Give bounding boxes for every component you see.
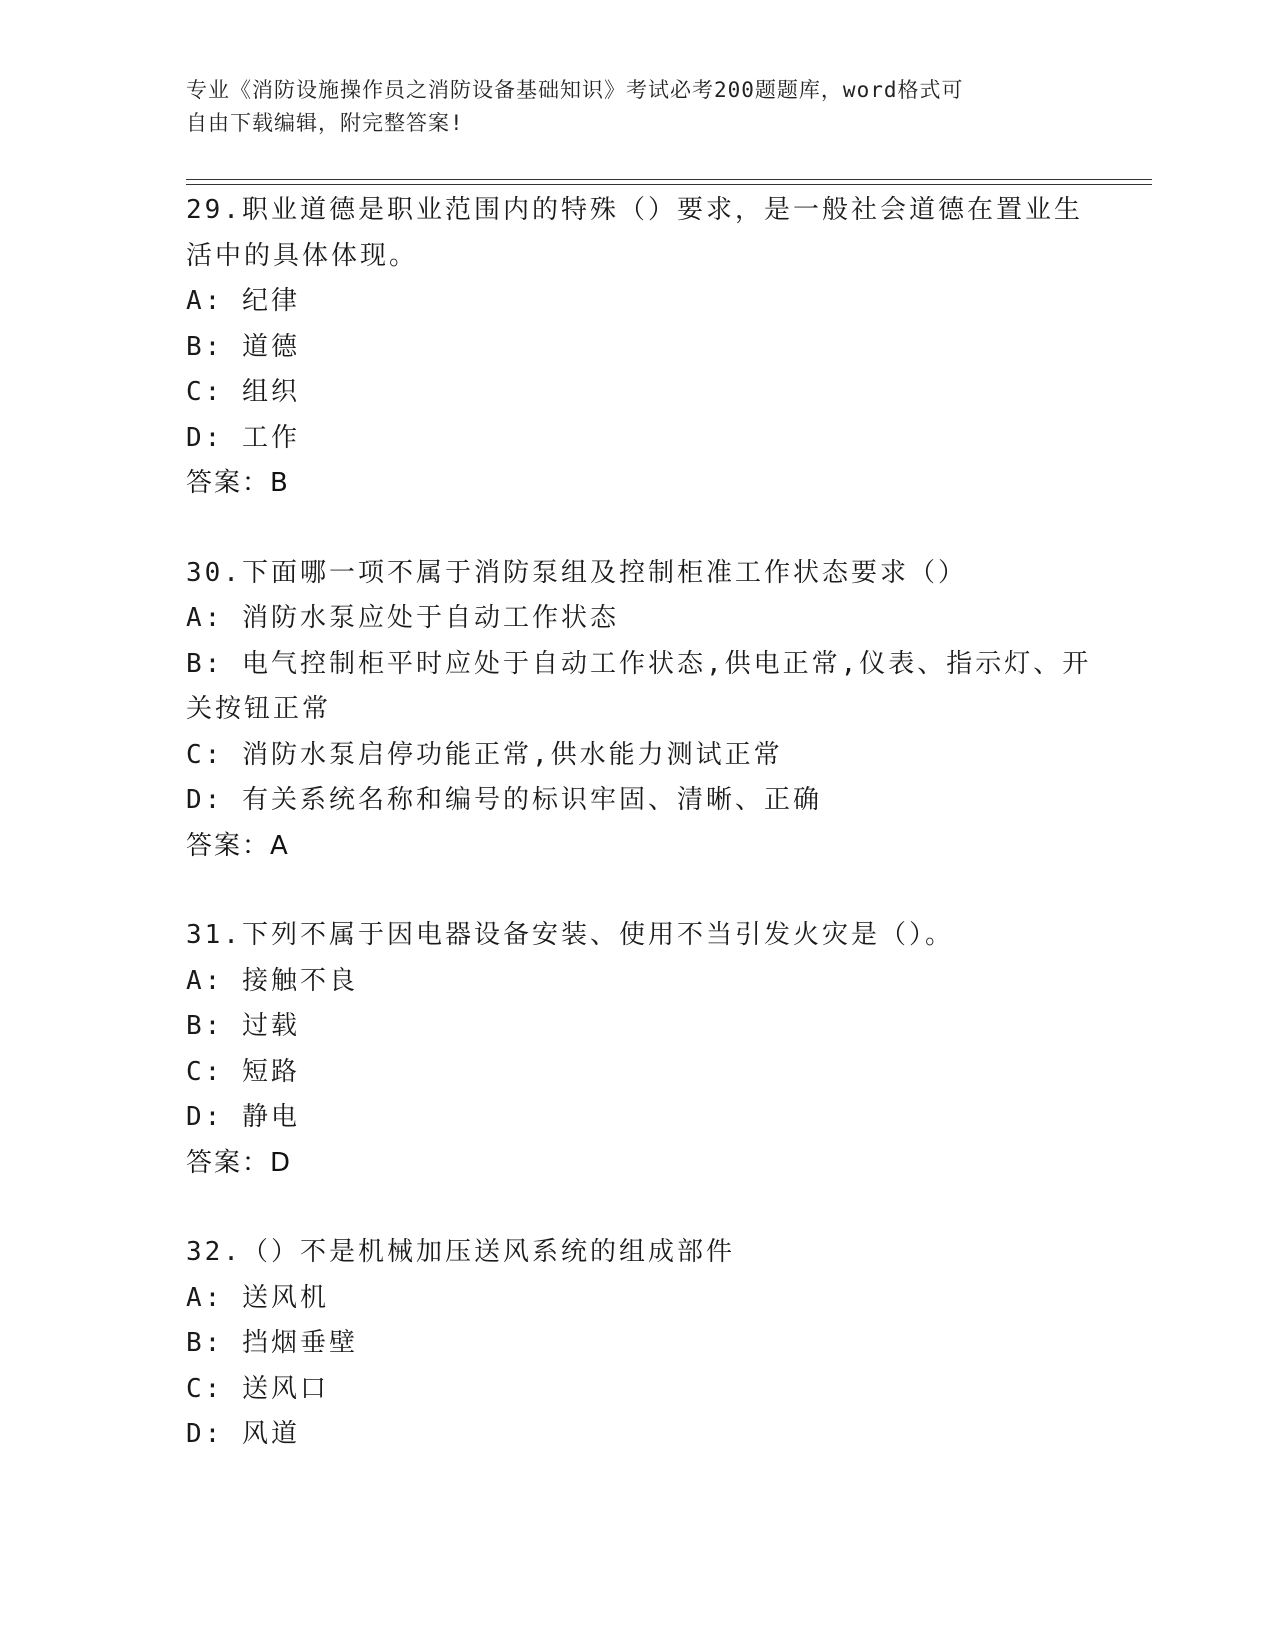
question-stem-continued: 活中的具体体现。: [186, 240, 419, 271]
header-line-1: 专业《消防设施操作员之消防设备基础知识》考试必考200题题库，word格式可: [186, 78, 964, 102]
option-b: B: 过载: [186, 1011, 300, 1041]
option-a: A: 消防水泵应处于自动工作状态: [186, 603, 619, 633]
document-header: [186, 74, 1086, 140]
question-stem: 29.职业道德是职业范围内的特殊（）要求，是一般社会道德在置业生: [186, 195, 1083, 225]
option-c: C: 送风口: [186, 1373, 329, 1404]
question-stem: 32.（）不是机械加压送风系统的组成部件: [186, 1237, 735, 1267]
option-a: A: 接触不良: [186, 965, 358, 996]
header-divider-top: [186, 179, 1152, 180]
option-c: C: 消防水泵启停功能正常,供水能力测试正常: [186, 739, 783, 770]
option-d: D: 工作: [186, 422, 300, 453]
question-30: [186, 551, 1092, 870]
answer-line: 答案：B: [186, 468, 290, 498]
option-c: C: 组织: [186, 377, 300, 407]
option-b: B: 挡烟垂壁: [186, 1328, 358, 1358]
option-a: A: 纪律: [186, 286, 300, 316]
option-b: B: 道德: [186, 331, 300, 362]
option-d: D: 风道: [186, 1419, 300, 1449]
question-32: [186, 1230, 1086, 1458]
answer-line: 答案：A: [186, 830, 290, 861]
option-a: A: 送风机: [186, 1282, 329, 1313]
question-29: [186, 188, 1086, 507]
question-stem: 30.下面哪一项不属于消防泵组及控制柜准工作状态要求（）: [186, 557, 967, 588]
option-d: D: 有关系统名称和编号的标识牢固、清晰、正确: [186, 785, 822, 815]
option-c: C: 短路: [186, 1056, 300, 1087]
header-divider-bottom: [186, 184, 1152, 185]
option-b: B: 电气控制柜平时应处于自动工作状态,供电正常,仪表、指示灯、开: [186, 648, 1092, 679]
option-d: D: 静电: [186, 1102, 300, 1132]
answer-line: 答案：D: [186, 1147, 293, 1178]
option-b-continued: 关按钮正常: [186, 694, 332, 724]
question-list: [186, 188, 1092, 1502]
header-line-2: 自由下载编辑，附完整答案!: [186, 111, 464, 135]
question-stem: 31.下列不属于因电器设备安装、使用不当引发火灾是（）。: [186, 920, 954, 950]
question-31: [186, 913, 1086, 1186]
